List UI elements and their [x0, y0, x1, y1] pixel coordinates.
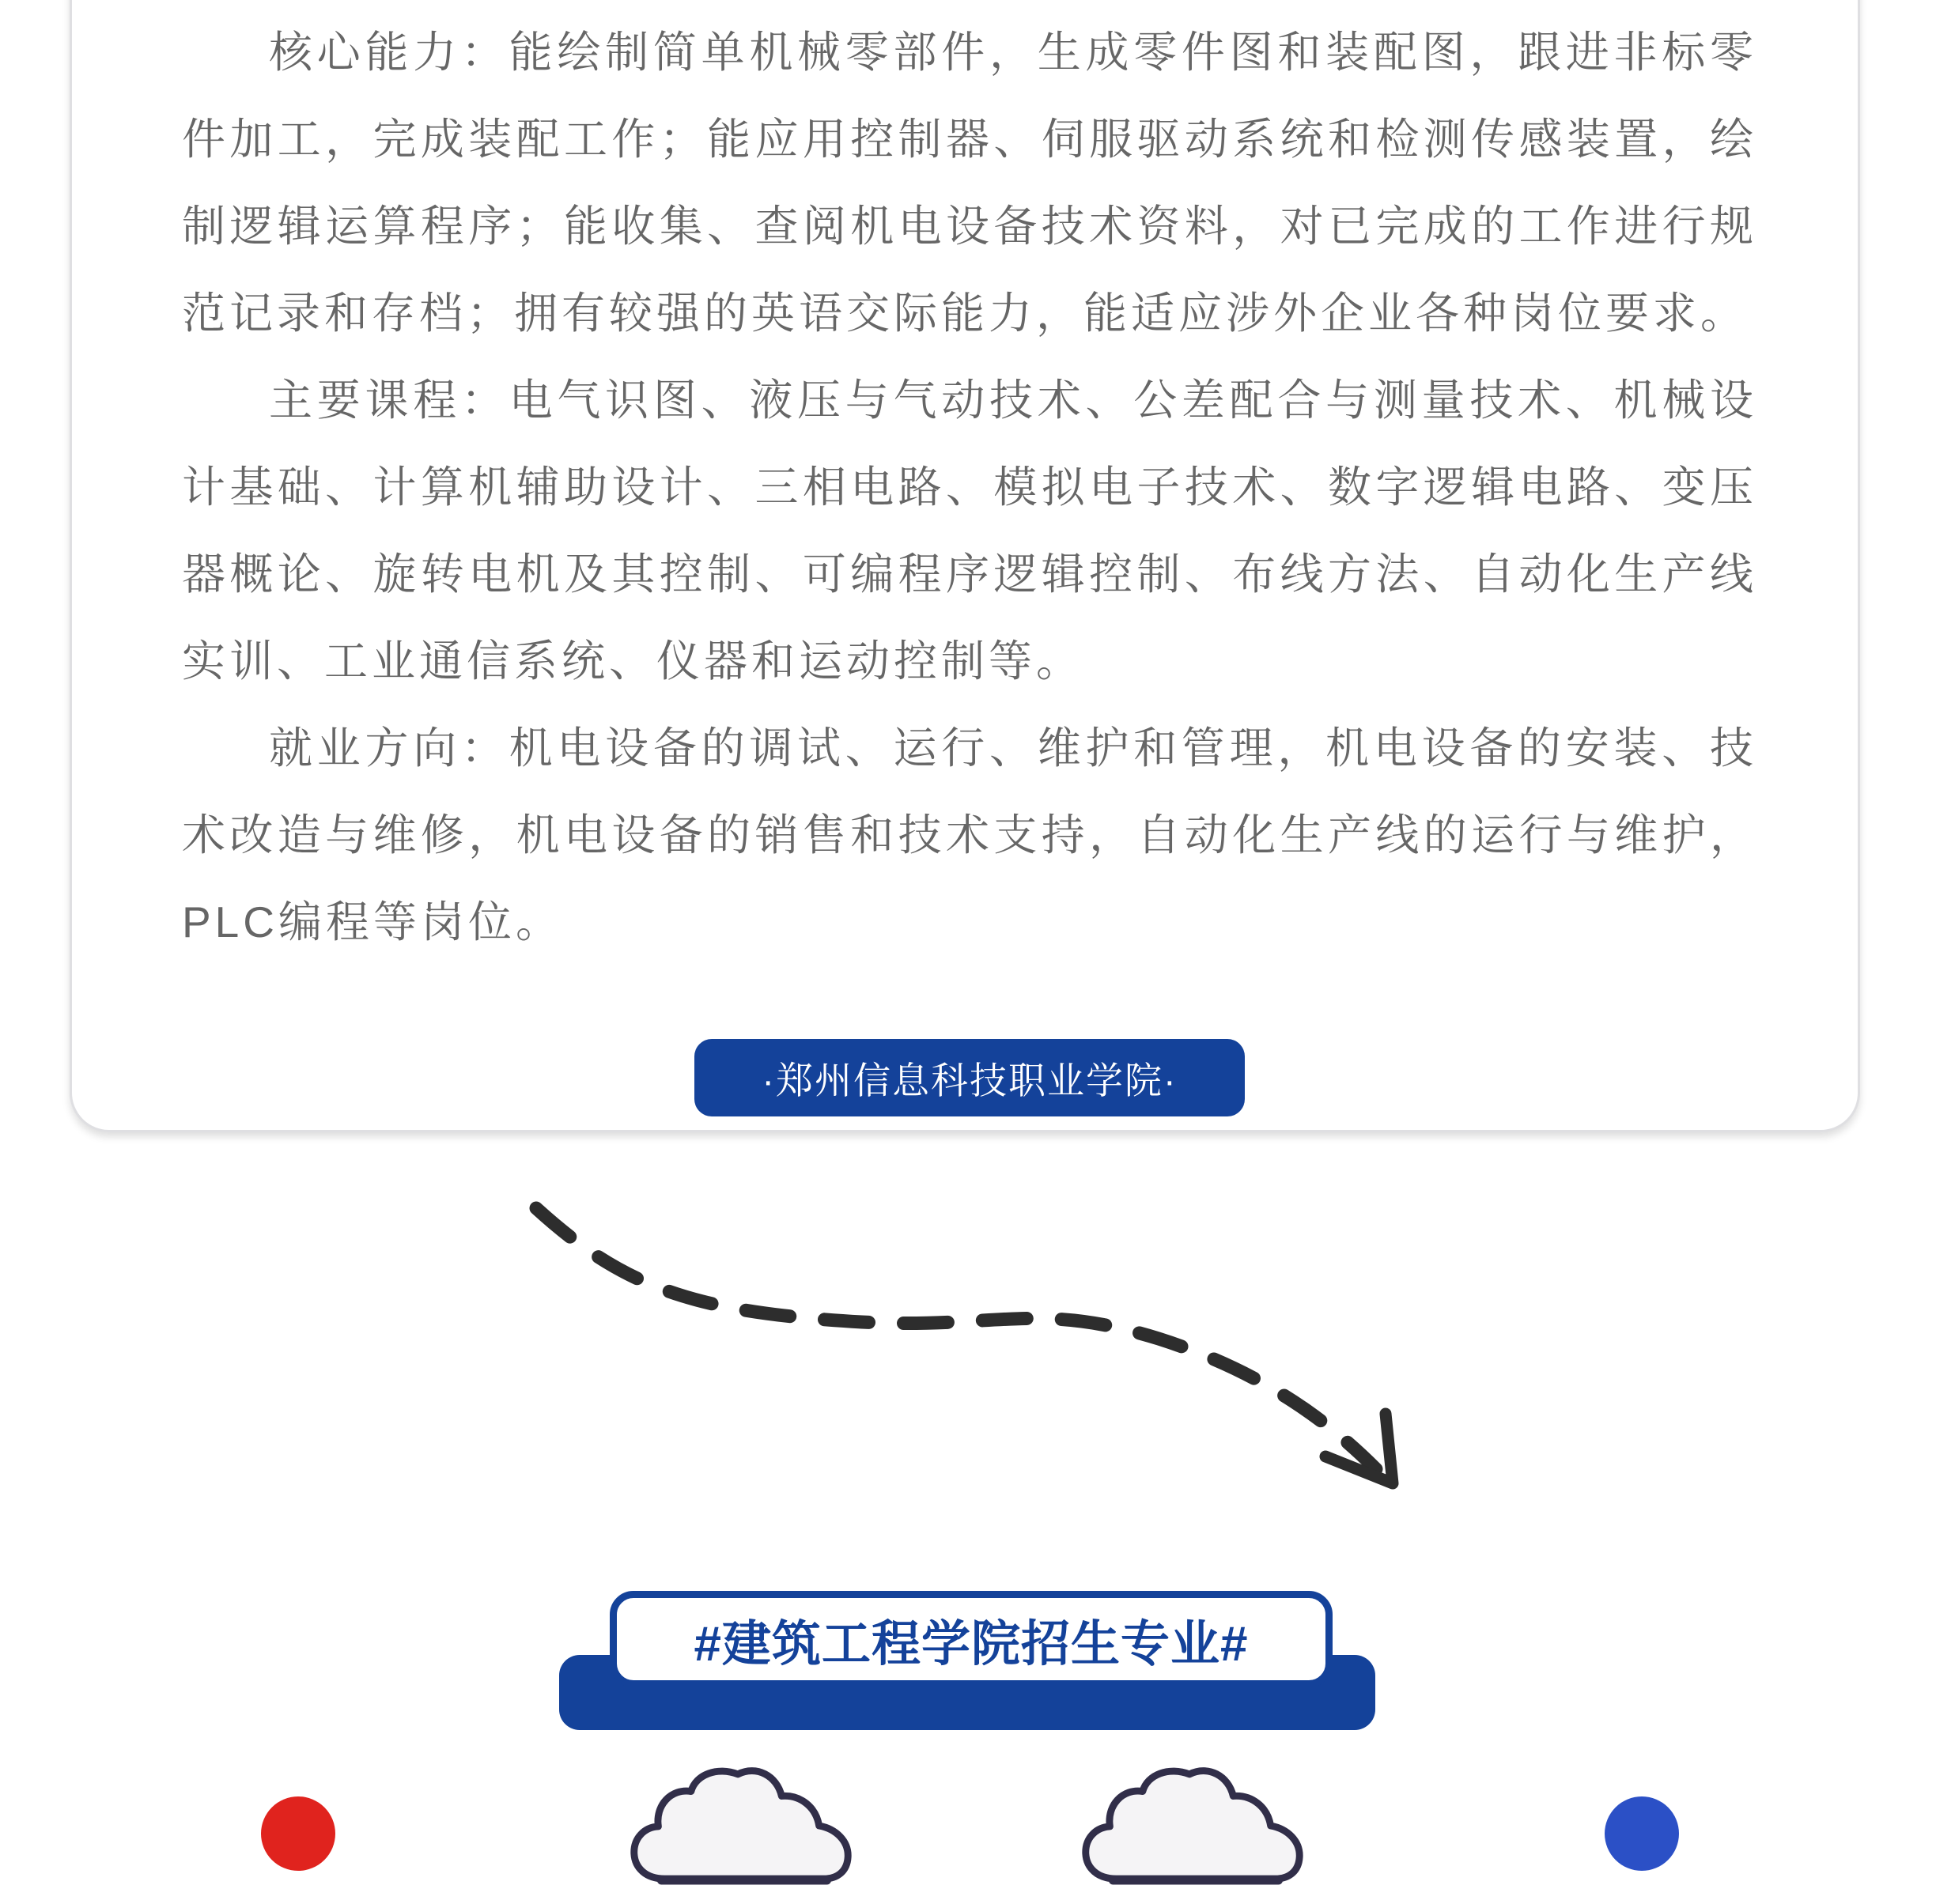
section-banner [610, 1591, 1333, 1687]
red-dot-icon [261, 1796, 335, 1871]
blue-dot-icon [1605, 1796, 1679, 1871]
college-name-label: ·郑州信息科技职业学院· [762, 1059, 1178, 1101]
core-ability-paragraph: 核心能力：能绘制简单机械零部件，生成零件图和装配图，跟进非标零件加工，完成装配工作；能应用控制器、伺服驱动系统和检测传感装置，绘制逻辑运算程序；能收集、查阅机电设备技术资料，对已完成的工作进行规范记录和存档；拥有较强的英语交际能力，能适应涉外企业各种岗位要求。 [182, 28, 1757, 338]
banner-title: #建筑工程学院招生专业# [694, 1616, 1249, 1672]
cloud-icon [1076, 1766, 1310, 1885]
major-description [182, 9, 1757, 965]
major-info-card [70, 0, 1860, 1132]
employment-paragraph: 就业方向：机电设备的调试、运行、维护和管理，机电设备的安装、技术改造与维修，机电设备的销售和技术支持，自动化生产线的运行与维护，PLC编程等岗位。 [182, 723, 1757, 946]
main-courses-paragraph: 主要课程：电气识图、液压与气动技术、公差配合与测量技术、机械设计基础、计算机辅助设计、三相电路、模拟电子技术、数字逻辑电路、变压器概论、旋转电机及其控制、可编程序逻辑控制、布线方法、自动化生产线实训、工业通信系统、仪器和运动控制等。 [182, 376, 1757, 686]
college-name-badge [694, 1039, 1245, 1116]
cloud-icon [624, 1766, 858, 1885]
